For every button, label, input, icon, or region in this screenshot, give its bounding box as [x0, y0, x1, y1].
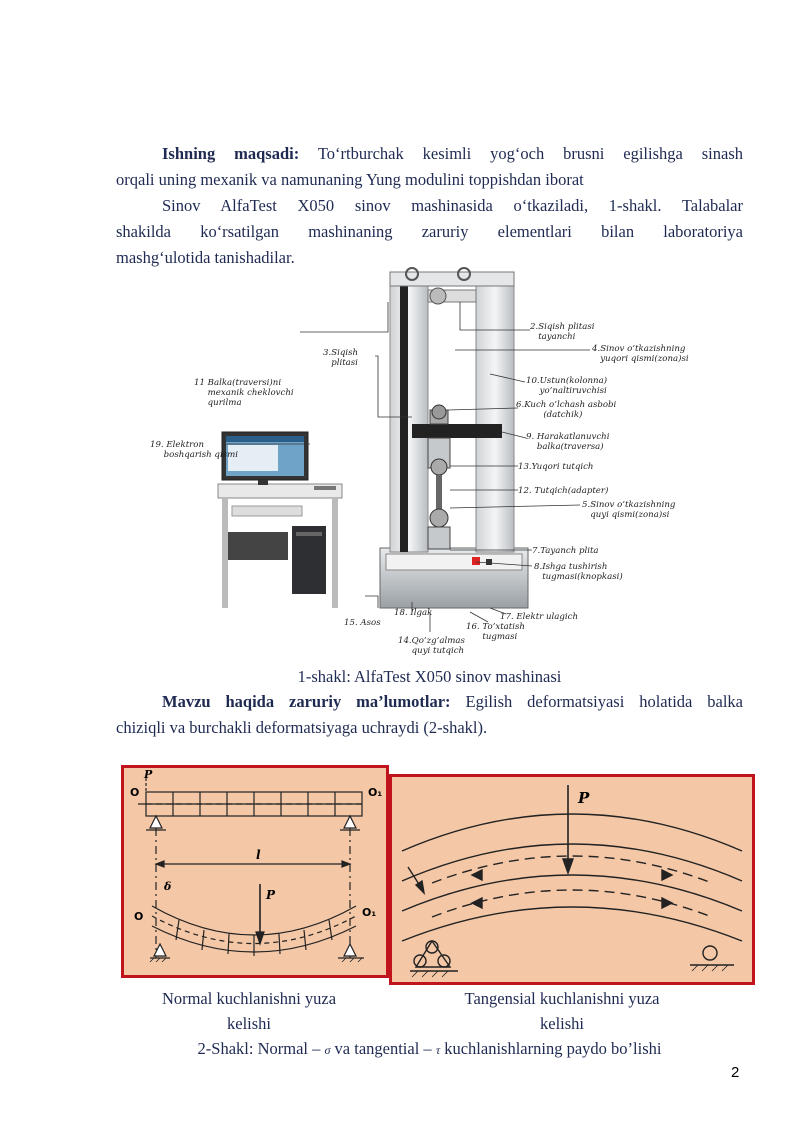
- label-16: 16. To’xtatish tugmasi: [466, 622, 525, 642]
- label-l: l: [256, 848, 261, 862]
- paragraph-goal: [116, 141, 743, 193]
- label-12: 12. Tutqich(adapter): [518, 486, 609, 496]
- label-2: 2.Siqish plitasi tayanchi: [530, 322, 595, 342]
- label-10: 10.Ustun(kolonna) yo’naltiruvchisi: [526, 376, 608, 396]
- label-14: 14.Qo’zg’almas quyi tutqich: [398, 636, 465, 656]
- figure-tangential-stress: [389, 774, 755, 985]
- label-P-right: P: [578, 789, 590, 807]
- label-delta: δ: [164, 880, 172, 893]
- caption-main-c: kuchlanishlarning paydo bo’lishi: [444, 1039, 662, 1058]
- label-P: P: [266, 888, 276, 902]
- intro-line1: Sinov AlfaTest X050 sinov mashinasida o‘tkaziladi, 1-shakl. Talabalar: [162, 196, 743, 215]
- paragraph-topic: [116, 689, 743, 741]
- beam-bending-diagram: [124, 768, 386, 975]
- label-O1-bottom: O₁: [362, 906, 377, 919]
- figure2-caption: [116, 1036, 743, 1063]
- topic-text-line1: Egilish deformatsiyasi holatida balka: [465, 692, 744, 711]
- label-5: 5.Sinov o’tkazishning quyi qismi(zona)si: [582, 500, 676, 520]
- goal-heading: Ishning maqsadi:: [162, 144, 300, 163]
- label-O1: O₁: [368, 786, 383, 799]
- caption-tangential: [436, 986, 688, 1036]
- page-number: 2: [731, 1064, 740, 1081]
- shear-diagram: [392, 777, 752, 982]
- caption-normal-line2: kelishi: [227, 1014, 271, 1033]
- figure1-caption: 1-shakl: AlfaTest X050 sinov mashinasi: [297, 667, 562, 686]
- intro-line2: shakilda ko‘rsatilgan mashinaning zaruriy elementlari bilan laboratoriya: [116, 222, 743, 241]
- topic-text-line2: chiziqli va burchakli deformatsiyaga uchraydi (2-shakl).: [116, 718, 488, 737]
- caption-main-a: 2-Shakl: Normal –: [197, 1039, 321, 1058]
- caption-main-b: va tangential –: [334, 1039, 432, 1058]
- label-11: 11 Balka(traversi)ni mexanik cheklovchi qurilma: [194, 378, 294, 408]
- figure-normal-stress: [121, 765, 389, 978]
- label-6: 6.Kuch o’lchash asbobi (datchik): [516, 400, 617, 420]
- goal-text-line2: orqali uning mexanik va namunaning Yung modulini toppishdan iborat: [116, 170, 584, 189]
- label-O: O: [130, 786, 140, 799]
- sigma-symbol: σ: [324, 1043, 331, 1057]
- caption-normal: [136, 986, 362, 1036]
- paragraph-intro: [116, 193, 743, 271]
- caption-tangential-line2: kelishi: [540, 1014, 584, 1033]
- label-O-bottom: O: [134, 910, 144, 923]
- caption-normal-line1: Normal kuchlanishni yuza: [161, 989, 337, 1008]
- label-18: 18. Ilgak: [394, 608, 433, 618]
- intro-line3: mashg‘ulotida tanishadilar.: [116, 248, 295, 267]
- label-17: 17. Elektr ulagich: [500, 612, 579, 622]
- goal-text-line1: To‘rtburchak kesimli yog‘och brusni egilishga sinash: [317, 144, 743, 163]
- label-13: 13.Yuqori tutqich: [518, 462, 594, 472]
- topic-heading: Mavzu haqida zaruriy ma’lumotlar:: [162, 692, 451, 711]
- label-8: 8.Ishga tushirish tugmasi(knopkasi): [534, 562, 623, 582]
- tau-symbol: τ: [435, 1043, 441, 1057]
- figure-machine: [150, 262, 710, 662]
- label-7: 7.Tayanch plita: [532, 546, 599, 556]
- label-19: 19. Elektron boshqarish qismi: [150, 440, 238, 460]
- label-15: 15. Asos: [344, 618, 381, 628]
- caption-tangential-line1: Tangensial kuchlanishni yuza: [464, 989, 660, 1008]
- label-9: 9. Harakatlanuvchi balka(traversa): [526, 432, 610, 452]
- label-3: 3.Siqish plitasi: [323, 348, 359, 368]
- label-4: 4.Sinov o’tkazishning yuqori qismi(zona)si: [592, 344, 689, 364]
- machine-drawing: [150, 262, 710, 662]
- machine-frame: [380, 268, 528, 608]
- label-P-top: P: [144, 768, 153, 781]
